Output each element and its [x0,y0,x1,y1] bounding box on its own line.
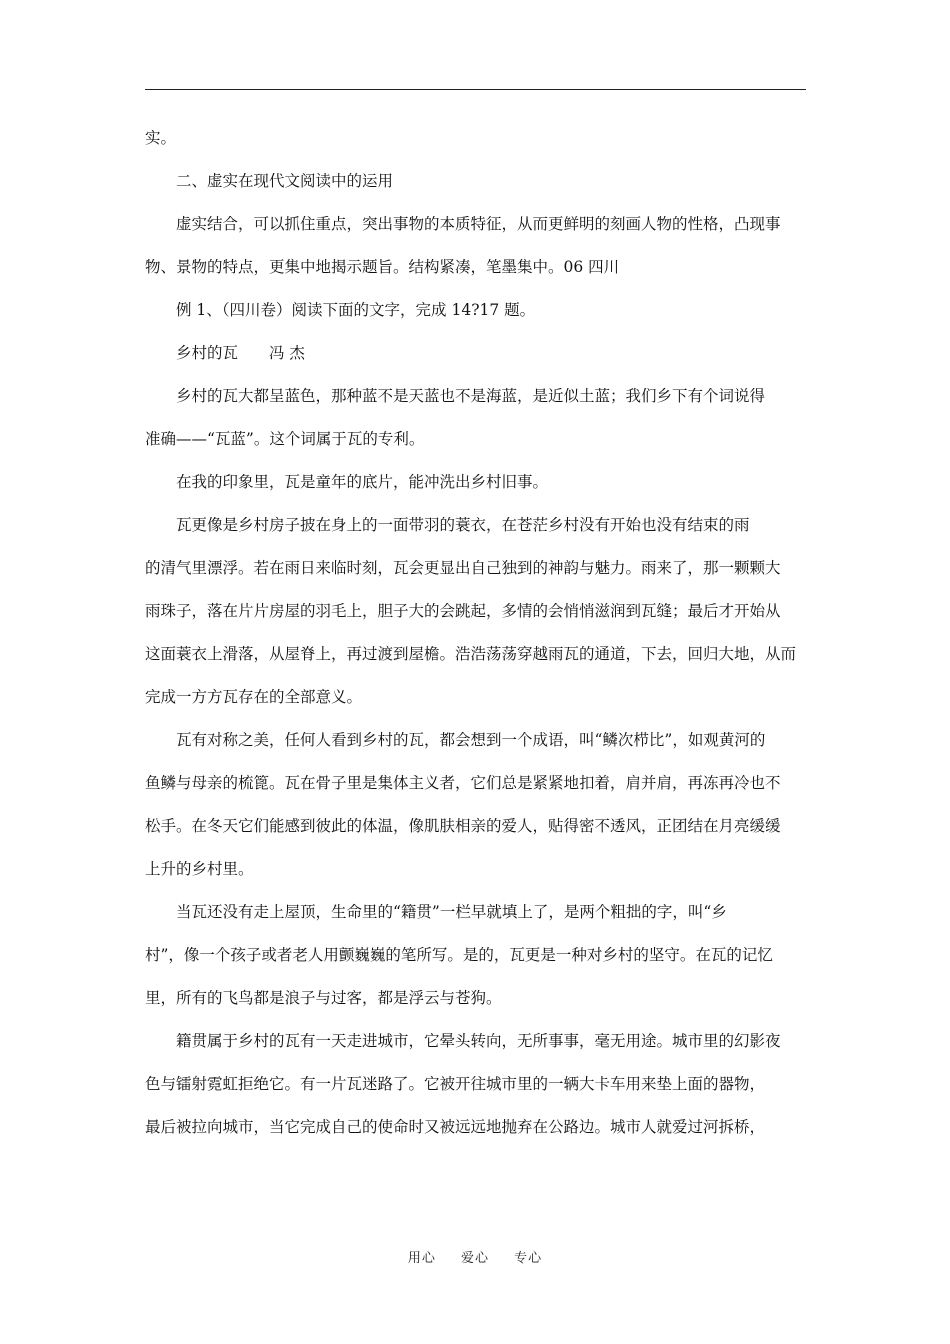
text-line: 乡村的瓦大都呈蓝色，那种蓝不是天蓝也不是海蓝，是近似土蓝；我们乡下有个词说得 [145,387,766,405]
text-line: 松手。在冬天它们能感到彼此的体温，像肌肤相亲的爱人，贴得密不透风，正团结在月亮缓缓 [145,817,781,835]
text-line: 瓦有对称之美，任何人看到乡村的瓦，都会想到一个成语，叫“鳞次栉比”，如观黄河的 [145,731,766,749]
text-line: 上升的乡村里。 [145,860,254,878]
text-line: 的清气里漂浮。若在雨日来临时刻，瓦会更显出自己独到的神韵与魅力。雨来了，那一颗颗大 [145,559,781,577]
article-title: 乡村的瓦 冯 杰 [145,344,305,362]
text-line: 当瓦还没有走上屋顶，生命里的“籍贯”一栏早就填上了，是两个粗拙的字，叫“乡 [145,903,727,921]
text-line: 准确——“瓦蓝”。这个词属于瓦的专利。 [145,430,425,448]
text-line: 虚实结合，可以抓住重点，突出事物的本质特征，从而更鲜明的刻画人物的性格，凸现事 [145,215,781,233]
text-line: 物、景物的特点，更集中地揭示题旨。结构紧凑，笔墨集中。06 四川 [145,258,620,276]
text-line: 鱼鳞与母亲的梳篦。瓦在骨子里是集体主义者，它们总是紧紧地扣着，肩并肩，再冻再冷也不 [145,774,781,792]
text-line: 完成一方方瓦存在的全部意义。 [145,688,363,706]
text-line: 最后被拉向城市，当它完成自己的使命时又被远远地抛弃在公路边。城市人就爱过河拆桥， [145,1118,766,1136]
footer-item: 专心 [514,1251,543,1266]
text-line: 村”，像一个孩子或者老人用颤巍巍的笔所写。是的，瓦更是一种对乡村的坚守。在瓦的记忆 [145,946,773,964]
text-line: 瓦更像是乡村房子披在身上的一面带羽的蓑衣，在苍茫乡村没有开始也没有结束的雨 [145,516,750,534]
text-line: 雨珠子，落在片片房屋的羽毛上，胆子大的会跳起，多情的会悄悄滋润到瓦缝；最后才开始从 [145,602,781,620]
text-line: 色与镭射霓虹拒绝它。有一片瓦迷路了。它被开往城市里的一辆大卡车用来垫上面的器物， [145,1075,766,1093]
text-line: 里，所有的飞鸟都是浪子与过客，都是浮云与苍狗。 [145,989,502,1007]
footer-item: 用心 [407,1251,436,1266]
header-rule [145,89,806,90]
body-text [145,117,807,1149]
text-line: 这面蓑衣上滑落，从屋脊上，再过渡到屋檐。浩浩荡荡穿越雨瓦的通道，下去，回归大地，从而 [145,645,797,663]
example-heading: 例 1、（四川卷）阅读下面的文字，完成 14?17 题。 [145,301,536,319]
text-line: 籍贯属于乡村的瓦有一天走进城市，它晕头转向，无所事事，毫无用途。城市里的幻影夜 [145,1032,781,1050]
text-line: 在我的印象里，瓦是童年的底片，能冲洗出乡村旧事。 [145,473,549,491]
section-heading: 二、虚实在现代文阅读中的运用 [145,172,394,190]
text-line: 实。 [145,129,177,147]
page-footer [0,1249,950,1269]
footer-item: 爱心 [460,1251,489,1266]
